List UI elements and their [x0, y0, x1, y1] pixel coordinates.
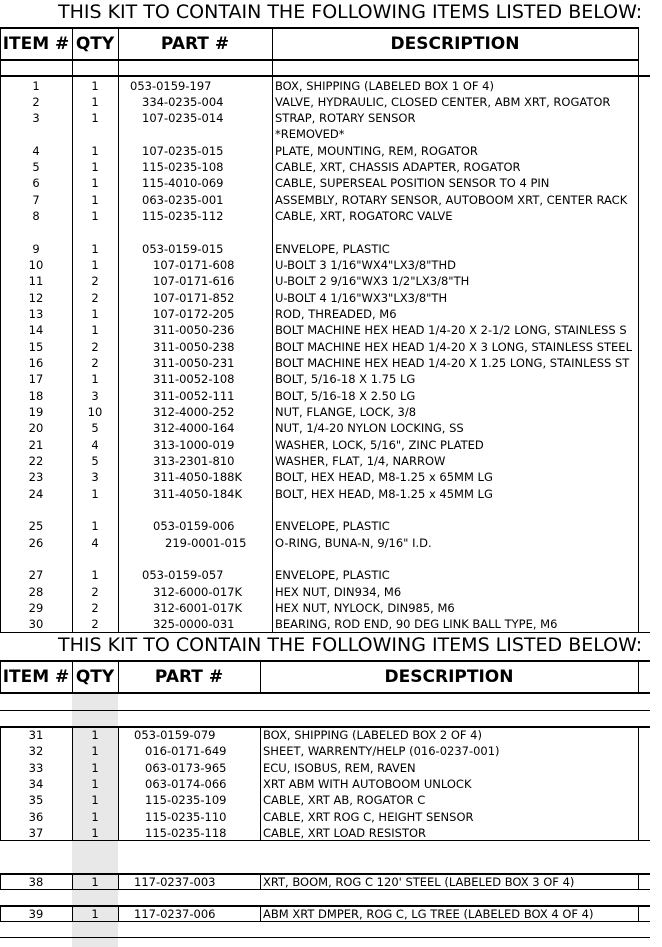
item-number: 30 [28, 617, 44, 631]
quantity: 1 [91, 519, 99, 533]
description: ASSEMBLY, ROTARY SENSOR, AUTOBOOM XRT, CENTER RACK [275, 193, 628, 207]
part-number: 053-0159-057 [142, 568, 224, 582]
quantity: 3 [91, 470, 99, 484]
quantity: 1 [91, 826, 99, 840]
part-number: 312-6001-017K [153, 601, 243, 615]
s2-divider-c [118, 660, 119, 694]
quantity: 1 [91, 761, 99, 775]
quantity: 1 [91, 810, 99, 824]
item-number: 26 [28, 536, 44, 550]
part-number: 053-0159-015 [142, 242, 224, 256]
s1-divider-c [118, 27, 119, 633]
item-number: 32 [28, 744, 44, 758]
item-number: 20 [28, 421, 44, 435]
item-number: 19 [28, 405, 44, 419]
header-1-item: ITEM # [2, 34, 70, 54]
part-number: 115-4010-069 [142, 176, 224, 190]
item-number: 12 [28, 291, 44, 305]
header-2-part: PART # [154, 667, 224, 687]
quantity: 3 [91, 389, 99, 403]
item-number: 10 [28, 258, 44, 272]
quantity: 4 [91, 438, 99, 452]
quantity: 4 [91, 536, 99, 550]
header-1-qty: QTY [75, 34, 115, 54]
part-number: 107-0171-608 [153, 258, 235, 272]
item-number: 3 [32, 111, 40, 125]
quantity: 1 [91, 793, 99, 807]
description: ENVELOPE, PLASTIC [275, 519, 390, 533]
description: CABLE, XRT, CHASSIS ADAPTER, ROGATOR [275, 160, 521, 174]
part-number: 107-0235-015 [142, 144, 224, 158]
description: PLATE, MOUNTING, REM, ROGATOR [275, 144, 478, 158]
description: VALVE, HYDRAULIC, CLOSED CENTER, ABM XRT, ROGATOR [275, 95, 611, 109]
description: U-BOLT 2 9/16"WX3 1/2"LX3/8"TH [275, 274, 470, 288]
quantity: 1 [91, 487, 99, 501]
item-number: 31 [28, 728, 44, 742]
quantity: 2 [91, 585, 99, 599]
header-2-item: ITEM # [2, 667, 70, 687]
description: NUT, FLANGE, LOCK, 3/8 [275, 405, 417, 419]
quantity: 1 [91, 568, 99, 582]
part-number: 107-0171-852 [153, 291, 235, 305]
quantity: 1 [91, 323, 99, 337]
s2-block-a-div-c [118, 726, 119, 840]
part-number: 115-0235-118 [145, 826, 227, 840]
item-number: 29 [28, 601, 44, 615]
s2-thin-line-1 [0, 710, 650, 711]
description: ENVELOPE, PLASTIC [275, 568, 390, 582]
description: STRAP, ROTARY SENSOR [275, 111, 416, 125]
item-number: 13 [28, 307, 44, 321]
item-number: 27 [28, 568, 44, 582]
s1-bottom-line [0, 632, 650, 633]
item-number: 17 [28, 372, 44, 386]
s2-block-b-div-c [118, 873, 119, 889]
part-number: 219-0001-015 [165, 536, 247, 550]
description: SHEET, WARRENTY/HELP (016-0237-001) [263, 744, 500, 758]
item-number: 7 [32, 193, 40, 207]
quantity: 2 [91, 601, 99, 615]
part-number: 107-0171-616 [153, 274, 235, 288]
quantity: 2 [91, 274, 99, 288]
part-number: 311-0050-238 [153, 340, 235, 354]
part-number: 313-2301-810 [153, 454, 235, 468]
quantity: 1 [91, 258, 99, 272]
item-number: 5 [32, 160, 40, 174]
description: ENVELOPE, PLASTIC [275, 242, 390, 256]
header-2-top-line [0, 660, 650, 662]
part-number: 107-0235-014 [142, 111, 224, 125]
description: ROD, THREADED, M6 [275, 307, 397, 321]
item-number: 11 [28, 274, 44, 288]
part-number: 311-0050-236 [153, 323, 235, 337]
section-2-title: THIS KIT TO CONTAIN THE FOLLOWING ITEMS LISTED BELOW: [58, 634, 643, 656]
description: CABLE, XRT AB, ROGATOR C [263, 793, 426, 807]
quantity: 1 [91, 744, 99, 758]
description: HEX NUT, NYLOCK, DIN985, M6 [275, 601, 455, 615]
s2-divider-d [260, 660, 261, 694]
item-number: 37 [28, 826, 44, 840]
quantity: 1 [91, 111, 99, 125]
quantity: 1 [91, 176, 99, 190]
s2-divider-e [638, 660, 639, 694]
description: WASHER, LOCK, 5/16", ZINC PLATED [275, 438, 484, 452]
s2-block-c-div-d [260, 905, 261, 921]
part-number: 311-0052-111 [153, 389, 235, 403]
part-number: 312-6000-017K [153, 585, 243, 599]
item-number: 23 [28, 470, 44, 484]
quantity: 2 [91, 617, 99, 631]
quantity: 1 [91, 95, 99, 109]
quantity: 1 [91, 372, 99, 386]
description: WASHER, FLAT, 1/4, NARROW [275, 454, 446, 468]
quantity: 1 [91, 242, 99, 256]
description: BOLT, HEX HEAD, M8-1.25 x 45MM LG [275, 487, 493, 501]
quantity: 1 [91, 777, 99, 791]
description: BOLT, HEX HEAD, M8-1.25 x 65MM LG [275, 470, 493, 484]
item-number: 38 [28, 875, 44, 889]
body-1-top-line [0, 75, 650, 77]
item-number: 2 [32, 95, 40, 109]
description: CABLE, XRT LOAD RESISTOR [263, 826, 427, 840]
description: BOX, SHIPPING (LABELED BOX 1 OF 4) [275, 79, 494, 93]
description: BOLT MACHINE HEX HEAD 1/4-20 X 1.25 LONG, STAINLESS ST [275, 356, 630, 370]
s2-block-b-div-d [260, 873, 261, 889]
s2-divider-a [0, 660, 1, 694]
item-number: 16 [28, 356, 44, 370]
item-number: 36 [28, 810, 44, 824]
quantity: 5 [91, 421, 99, 435]
part-number: 053-0159-079 [134, 728, 216, 742]
s1-divider-d [272, 27, 273, 633]
item-number: 33 [28, 761, 44, 775]
part-number: 053-0159-197 [130, 79, 212, 93]
part-number: 115-0235-108 [142, 160, 224, 174]
quantity: 1 [91, 875, 99, 889]
quantity: 1 [91, 193, 99, 207]
item-number: 22 [28, 454, 44, 468]
part-number: 334-0235-004 [142, 95, 224, 109]
description: BOLT, 5/16-18 X 2.50 LG [275, 389, 416, 403]
description: XRT, BOOM, ROG C 120' STEEL (LABELED BOX 3 OF 4) [263, 875, 575, 889]
quantity: 5 [91, 454, 99, 468]
header-2-desc: DESCRIPTION [384, 667, 514, 687]
quantity: 1 [91, 907, 99, 921]
description: BOLT MACHINE HEX HEAD 1/4-20 X 3 LONG, STAINLESS STEEL [275, 340, 632, 354]
header-1-top-line [0, 27, 638, 29]
page-bottom-line [0, 937, 650, 938]
part-number: 115-0235-110 [145, 810, 227, 824]
description: ABM XRT DMPER, ROG C, LG TREE (LABELED BOX 4 OF 4) [263, 907, 594, 921]
item-number: 18 [28, 389, 44, 403]
item-number: 15 [28, 340, 44, 354]
part-number: 312-4000-252 [153, 405, 235, 419]
s2-block-c-div-c [118, 905, 119, 921]
description: CABLE, SUPERSEAL POSITION SENSOR TO 4 PIN [275, 176, 550, 190]
description: CABLE, XRT ROG C, HEIGHT SENSOR [263, 810, 474, 824]
item-number: 25 [28, 519, 44, 533]
quantity: 1 [91, 728, 99, 742]
description: BOLT MACHINE HEX HEAD 1/4-20 X 2-1/2 LONG, STAINLESS S [275, 323, 627, 337]
item-number: 21 [28, 438, 44, 452]
description: BEARING, ROD END, 90 DEG LINK BALL TYPE, M6 [275, 617, 558, 631]
description: U-BOLT 4 1/16"WX3"LX3/8"TH [275, 291, 448, 305]
part-number: 325-0000-031 [153, 617, 235, 631]
part-number: 063-0235-001 [142, 193, 224, 207]
part-number: 311-4050-188K [153, 470, 243, 484]
quantity: 1 [91, 209, 99, 223]
part-number: 312-4000-164 [153, 421, 235, 435]
quantity: 1 [91, 307, 99, 321]
description: NUT, 1/4-20 NYLON LOCKING, SS [275, 421, 464, 435]
item-number: 35 [28, 793, 44, 807]
item-number: 28 [28, 585, 44, 599]
quantity: 1 [91, 79, 99, 93]
item-number: 39 [28, 907, 44, 921]
description: U-BOLT 3 1/16"WX4"LX3/8"THD [275, 258, 456, 272]
item-number: 14 [28, 323, 44, 337]
part-number: 311-0052-108 [153, 372, 235, 386]
part-number: 063-0174-066 [145, 777, 227, 791]
part-number: 311-4050-184K [153, 487, 243, 501]
quantity: 1 [91, 144, 99, 158]
description: O-RING, BUNA-N, 9/16" I.D. [275, 536, 432, 550]
s2-divider-b [72, 660, 73, 694]
item-number: 24 [28, 487, 44, 501]
quantity: 2 [91, 340, 99, 354]
quantity: 2 [91, 291, 99, 305]
item-number: 6 [32, 176, 40, 190]
header-1-desc: DESCRIPTION [390, 34, 520, 54]
description: BOX, SHIPPING (LABELED BOX 2 OF 4) [263, 728, 482, 742]
item-number: 4 [32, 144, 40, 158]
description: HEX NUT, DIN934, M6 [275, 585, 402, 599]
description: CABLE, XRT, ROGATORC VALVE [275, 209, 453, 223]
description: BOLT, 5/16-18 X 1.75 LG [275, 372, 416, 386]
s2-block-a-div-d [260, 726, 261, 840]
part-number: 063-0173-965 [145, 761, 227, 775]
part-number: 313-1000-019 [153, 438, 235, 452]
description: ECU, ISOBUS, REM, RAVEN [263, 761, 416, 775]
item-number: 9 [32, 242, 40, 256]
part-number: 117-0237-006 [134, 907, 216, 921]
part-number: 117-0237-003 [134, 875, 216, 889]
item-number: 8 [32, 209, 40, 223]
part-number: 016-0171-649 [145, 744, 227, 758]
part-number: 311-0050-231 [153, 356, 235, 370]
part-number: 107-0172-205 [153, 307, 235, 321]
item-number: 34 [28, 777, 44, 791]
header-1-part: PART # [160, 34, 230, 54]
quantity: 2 [91, 356, 99, 370]
header-1-bottom-line [0, 59, 638, 61]
description: *REMOVED* [275, 127, 345, 141]
item-number: 1 [32, 79, 40, 93]
header-2-qty: QTY [75, 667, 115, 687]
part-number: 115-0235-109 [145, 793, 227, 807]
description: XRT ABM WITH AUTOBOOM UNLOCK [263, 777, 472, 791]
part-number: 053-0159-006 [153, 519, 235, 533]
section-1-title: THIS KIT TO CONTAIN THE FOLLOWING ITEMS LISTED BELOW: [58, 1, 643, 23]
quantity: 1 [91, 160, 99, 174]
quantity: 10 [87, 405, 103, 419]
part-number: 115-0235-112 [142, 209, 224, 223]
